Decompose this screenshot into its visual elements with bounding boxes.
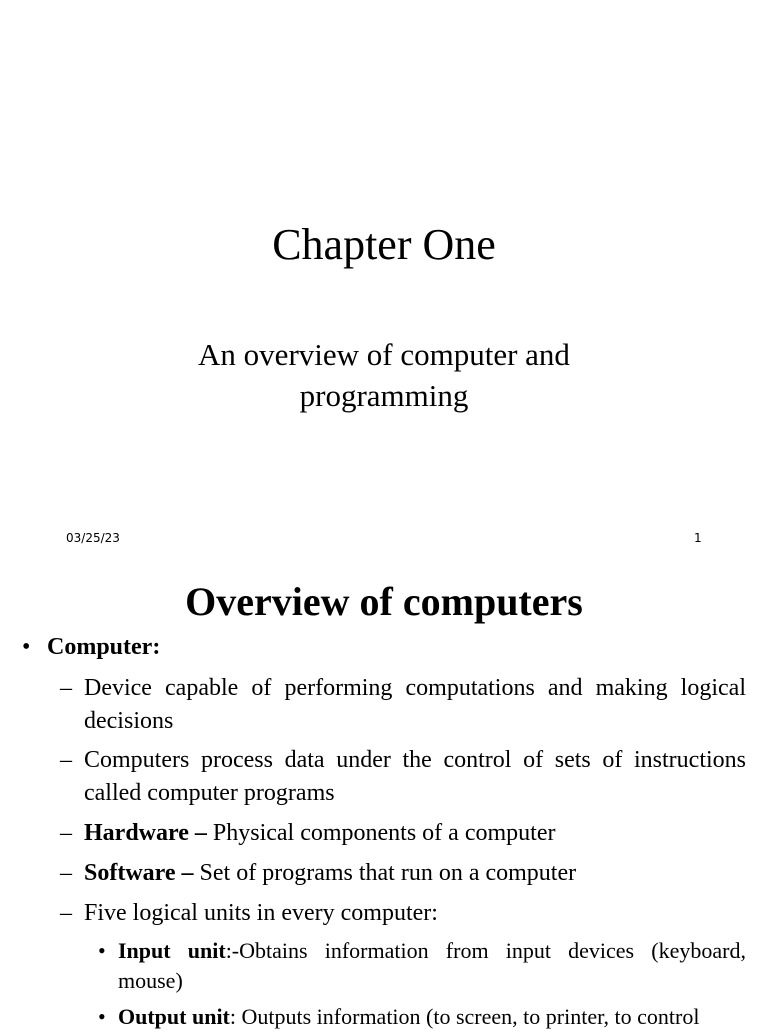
dash-icon: – — [60, 820, 72, 846]
item-text: Device capable of performing computations and making logical decisions — [84, 675, 746, 734]
chapter-title: Chapter One — [272, 220, 496, 269]
bullet-dot-icon: • — [98, 1004, 106, 1029]
chapter-subtitle: An overview of computer and programming — [198, 337, 570, 413]
dash-icon: – — [60, 860, 72, 886]
slide-number: 1 — [694, 531, 702, 545]
list-item — [60, 897, 746, 930]
unit-item — [98, 1002, 746, 1032]
item-bold: Software – — [84, 860, 194, 886]
bullet-dot-icon: • — [22, 634, 31, 660]
computer-label: Computer: — [47, 634, 161, 660]
slide-date: 03/25/23 — [66, 531, 120, 545]
unit-text: :-Obtains information from input devices (keyboard, mouse) — [118, 938, 746, 993]
list-item — [60, 672, 746, 738]
list-item — [60, 817, 746, 850]
unit-bold: Input unit — [118, 938, 226, 963]
dash-icon: – — [60, 747, 72, 773]
item-text: Physical components of a computer — [206, 820, 556, 846]
dash-icon: – — [60, 900, 72, 926]
unit-text: : Outputs information (to screen, to printer, to control — [229, 1004, 700, 1029]
item-text: Computers process data under the control of sets of instructions called computer programs — [84, 747, 746, 806]
dash-icon: – — [60, 675, 72, 701]
item-text: Five logical units in every computer: — [84, 900, 438, 926]
overview-slide — [0, 576, 768, 1029]
unit-bold: Output unit — [118, 1004, 230, 1029]
unit-item — [98, 936, 746, 996]
list-item — [60, 744, 746, 810]
slide-title: Overview of computers — [185, 579, 583, 624]
item-bold: Hardware – — [84, 820, 207, 846]
bullet-dot-icon: • — [98, 938, 106, 963]
list-item — [60, 857, 746, 890]
item-text: Set of programs that run on a computer — [193, 860, 577, 886]
